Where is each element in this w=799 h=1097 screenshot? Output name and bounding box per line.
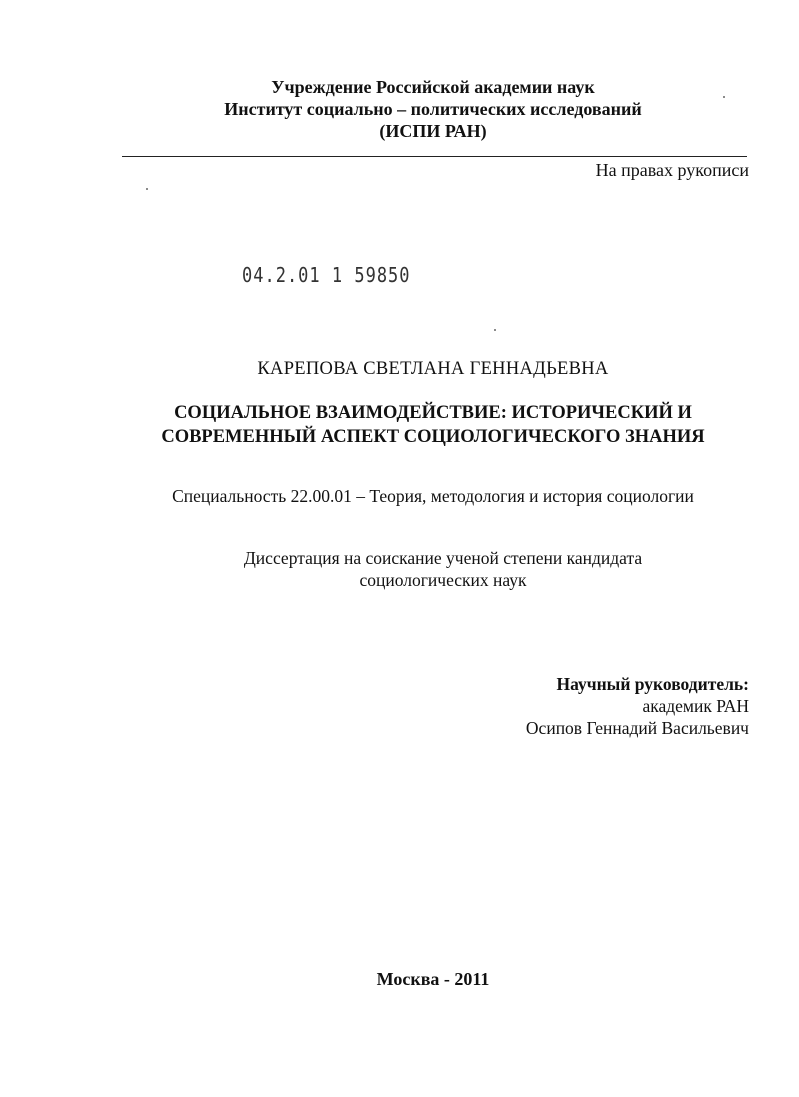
supervisor-rank: академик РАН bbox=[642, 696, 749, 716]
author-name: КАРЕПОВА СВЕТЛАНА ГЕННАДЬЕВНА bbox=[257, 359, 609, 379]
header-divider bbox=[122, 156, 747, 157]
organization-header bbox=[0, 76, 799, 142]
scan-speck bbox=[494, 329, 496, 331]
institute-abbreviation: (ИСПИ РАН) bbox=[379, 121, 487, 141]
organization-name: Учреждение Российской академии наук bbox=[271, 77, 595, 97]
registration-stamp: 04.2.01 1 59850 bbox=[242, 264, 411, 288]
scan-speck bbox=[146, 188, 148, 190]
scan-speck bbox=[723, 96, 725, 98]
title-line-2: СОВРЕМЕННЫЙ АСПЕКТ СОЦИОЛОГИЧЕСКОГО ЗНАНИЯ bbox=[161, 427, 705, 447]
institute-name: Институт социально – политических исследований bbox=[224, 99, 642, 119]
degree-line-1: Диссертация на соискание ученой степени кандидата bbox=[243, 548, 643, 568]
dissertation-title bbox=[0, 401, 799, 449]
supervisor-label: Научный руководитель: bbox=[556, 674, 749, 694]
title-line-1: СОЦИАЛЬНОЕ ВЗАИМОДЕЙСТВИЕ: ИСТОРИЧЕСКИЙ И bbox=[174, 403, 692, 423]
supervisor-block bbox=[526, 673, 749, 739]
degree-statement bbox=[0, 547, 799, 591]
city-year: Москва - 2011 bbox=[376, 969, 490, 989]
supervisor-name: Осипов Геннадий Васильевич bbox=[525, 718, 749, 738]
degree-line-2: социологических наук bbox=[359, 570, 527, 590]
specialty: Специальность 22.00.01 – Теория, методология и история социологии bbox=[172, 486, 694, 506]
rights-note: На правах рукописи bbox=[595, 160, 749, 180]
